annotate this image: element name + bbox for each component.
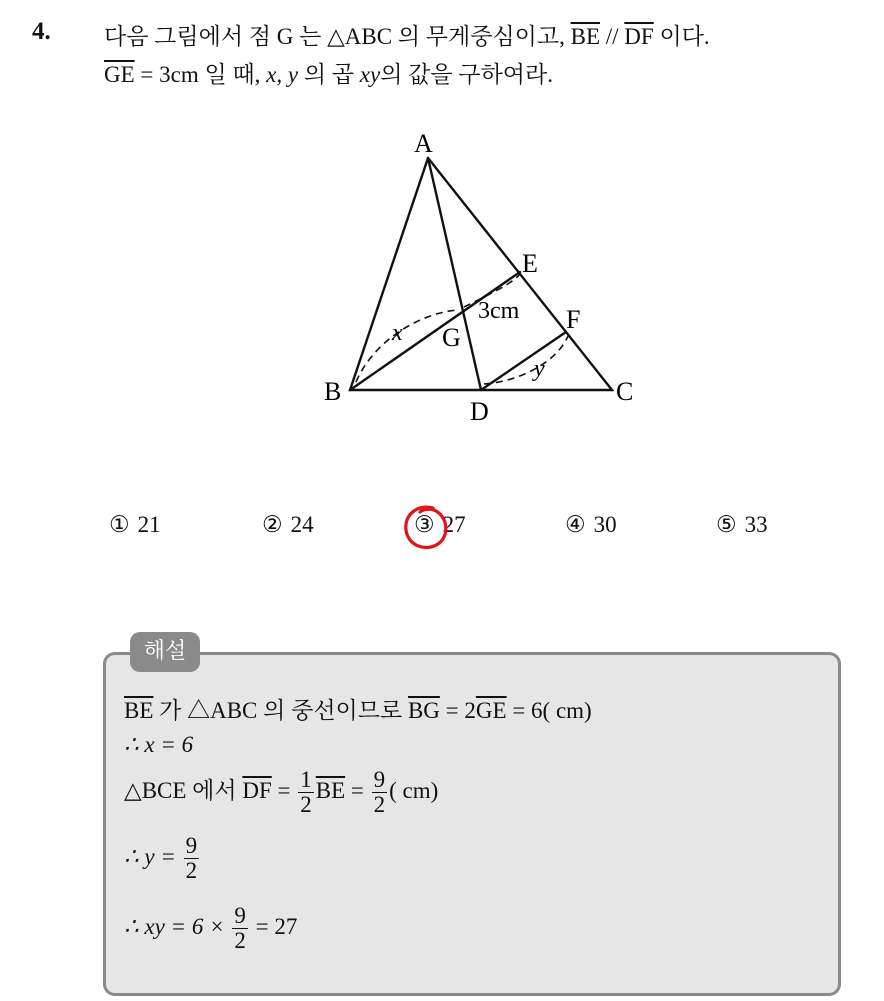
choice-2[interactable] bbox=[262, 512, 314, 538]
choice-5[interactable] bbox=[716, 512, 768, 538]
problem-text: 의 곱 bbox=[298, 62, 360, 87]
segment-be: $\overline{BE}$ bbox=[124, 698, 154, 723]
label-x: x bbox=[392, 320, 403, 346]
choice-value: 30 bbox=[593, 512, 617, 537]
variables-xy: x, y bbox=[266, 62, 299, 87]
segment-bg: $\overline{BG}$ bbox=[407, 698, 440, 723]
label-y: y bbox=[534, 356, 545, 382]
problem-line-2 bbox=[104, 56, 553, 89]
solution-line-1 bbox=[124, 692, 592, 725]
segment-df: $\overline{DF}$ bbox=[624, 24, 654, 49]
solution-line-2: ∴ x = 6 bbox=[124, 732, 194, 757]
problem-text: = 3cm 일 때, bbox=[134, 62, 267, 87]
parallel-symbol: // bbox=[600, 24, 625, 49]
product-xy: xy bbox=[359, 62, 381, 87]
problem-number: 4. bbox=[32, 18, 51, 45]
answer-circle-mark bbox=[398, 500, 456, 558]
label-d: D bbox=[470, 397, 489, 424]
solution-text: = bbox=[271, 777, 297, 803]
solution-text: = 2 bbox=[439, 698, 476, 723]
choice-mark: ① bbox=[109, 512, 130, 537]
segment-ge: $\overline{GE}$ bbox=[104, 62, 135, 87]
label-b: B bbox=[324, 377, 342, 406]
label-f: F bbox=[566, 305, 581, 334]
solution-line-5 bbox=[124, 904, 297, 953]
choice-mark: ④ bbox=[565, 512, 586, 537]
choice-value: 24 bbox=[290, 512, 314, 537]
label-g: G bbox=[442, 323, 461, 352]
triangle-abc bbox=[350, 158, 612, 390]
segment-ge: $\overline{GE}$ bbox=[475, 698, 507, 723]
solution-text: △BCE 에서 bbox=[124, 777, 243, 803]
solution-text: = 6( cm) bbox=[506, 698, 592, 723]
fraction-nine-halves: $\frac{9}{2}$ bbox=[185, 833, 198, 884]
label-a: A bbox=[414, 129, 433, 158]
choice-value: 33 bbox=[744, 512, 768, 537]
problem-text: 다음 그림에서 점 G 는 △ABC 의 무게중심이고, bbox=[104, 24, 571, 49]
problem-line-1 bbox=[104, 18, 710, 51]
solution-text: 가 △ABC 의 중선이므로 bbox=[153, 698, 408, 723]
choice-value: 21 bbox=[137, 512, 161, 537]
solution-text: ∴ xy = 6 × bbox=[124, 913, 231, 939]
segment-be: $\overline{BE}$ bbox=[570, 24, 601, 49]
label-c: C bbox=[616, 377, 634, 406]
solution-text: ( cm) bbox=[389, 777, 439, 803]
answer-choices bbox=[0, 512, 884, 552]
solution-line-4 bbox=[124, 834, 201, 883]
segment-df: $\overline{DF}$ bbox=[242, 777, 272, 803]
label-e: E bbox=[522, 249, 538, 278]
solution-tab: 해설 bbox=[130, 632, 200, 672]
segment-df-line bbox=[481, 332, 566, 390]
fraction-nine-halves: $\frac{9}{2}$ bbox=[234, 903, 246, 954]
solution-text: = bbox=[345, 777, 370, 803]
choice-4[interactable] bbox=[565, 512, 617, 538]
choice-value: 27 bbox=[442, 512, 466, 537]
solution-line-3 bbox=[124, 768, 438, 817]
choice-1[interactable] bbox=[109, 512, 161, 538]
choice-mark: ③ bbox=[414, 512, 435, 537]
problem-text: 이다. bbox=[653, 24, 710, 49]
fraction-nine-halves: $\frac{9}{2}$ bbox=[373, 767, 386, 818]
choice-mark: ② bbox=[262, 512, 283, 537]
median-be bbox=[350, 272, 520, 390]
fraction-one-half: $\frac{1}{2}$ bbox=[300, 767, 312, 818]
solution-text: ∴ y = bbox=[124, 843, 182, 869]
triangle-figure bbox=[316, 124, 656, 424]
problem-text: 의 값을 구하여라. bbox=[380, 62, 553, 87]
segment-be: $\overline{BE}$ bbox=[315, 777, 346, 803]
choice-mark: ⑤ bbox=[716, 512, 737, 537]
label-3cm: 3cm bbox=[478, 298, 520, 324]
solution-text: = 27 bbox=[249, 913, 298, 939]
